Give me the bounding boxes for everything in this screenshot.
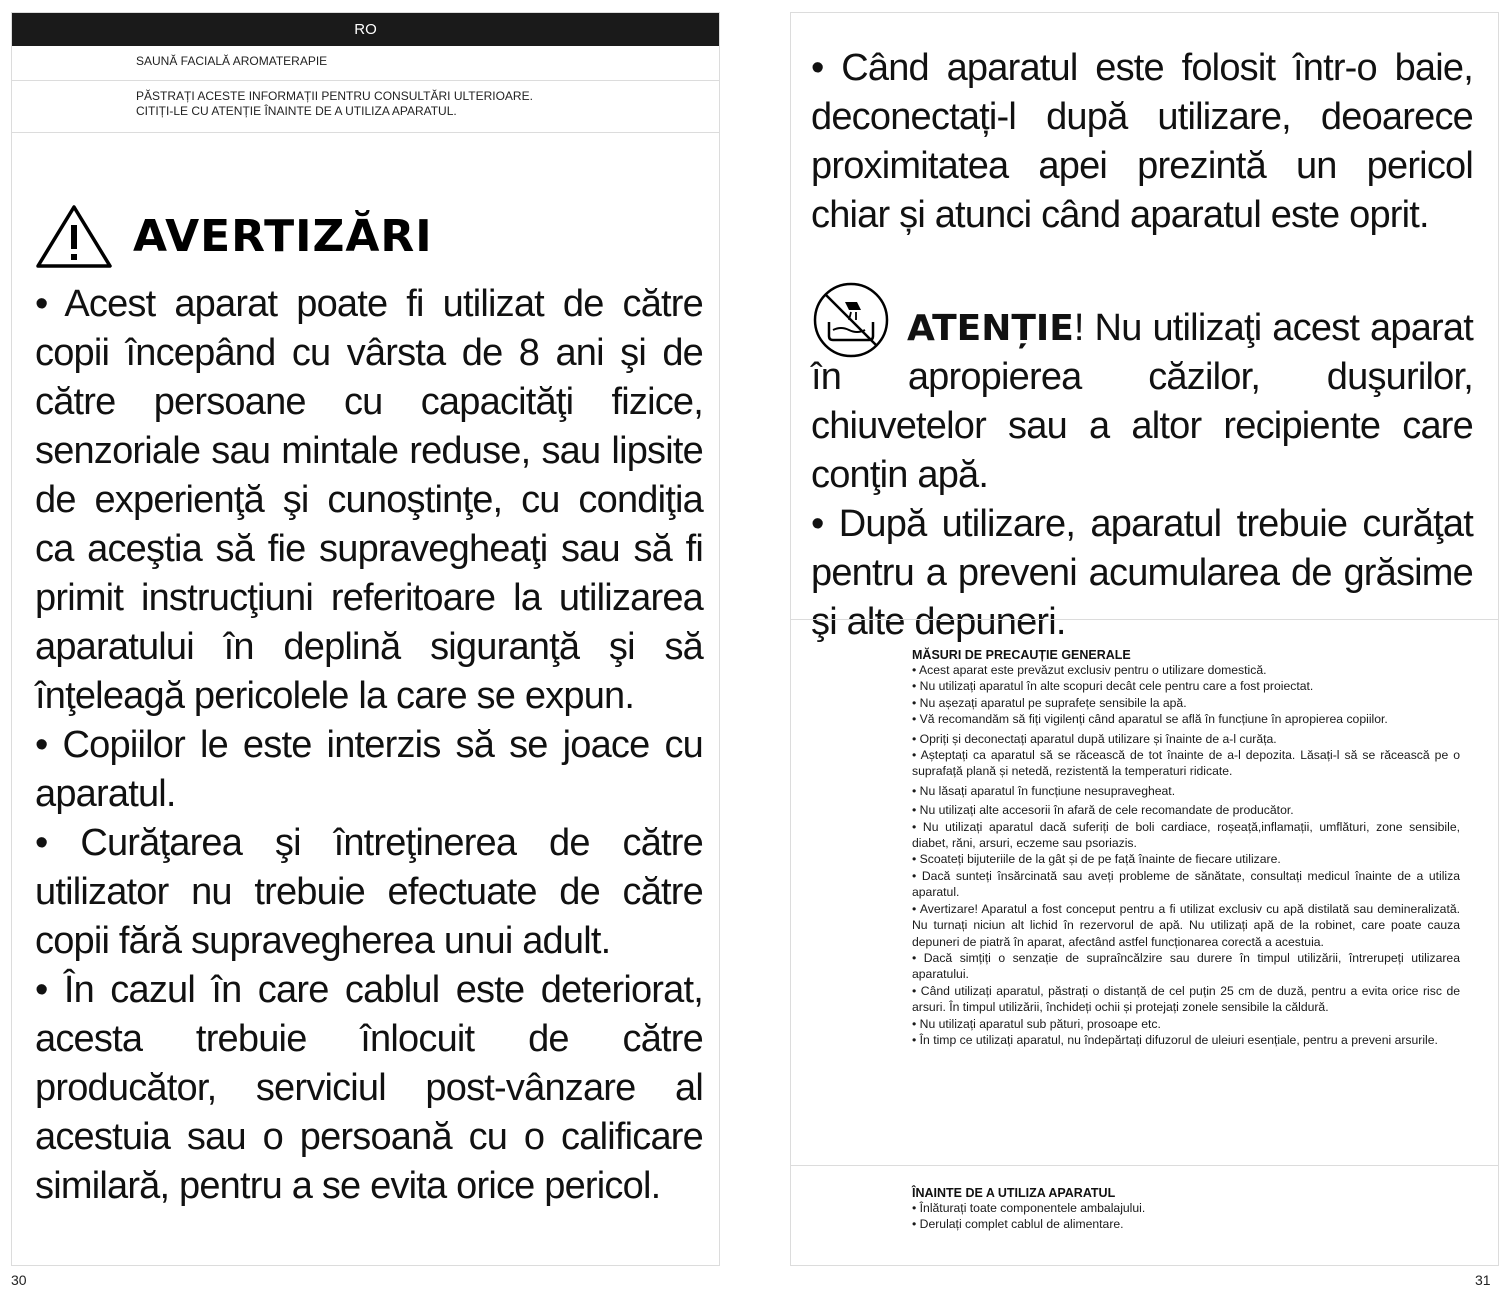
precaution-item: • Nu utilizați aparatul în alte scopuri decât cele pentru care a fost proiectat. [912, 679, 1314, 694]
precaution-item: • Avertizare! Aparatul a fost conceput pentru a fi utilizat exclusiv cu apă distilată sau demineralizată. Nu turnați niciun alt lichid în rezervorul de apă. Nu utilizați apă de la robinet, care poate cauza depuneri de piatră în aparat, afectând astfel funcționarea corectă a acestuia. [912, 901, 1460, 949]
warning-title: AVERTIZĂRI [133, 210, 433, 262]
product-name: SAUNĂ FACIALĂ AROMATERAPIE [136, 54, 328, 68]
precaution-item: • Acest aparat este prevăzut exclusiv pentru o utilizare domestică. [912, 663, 1267, 677]
before-use-title: ÎNAINTE DE A UTILIZA APARATUL [912, 1186, 1116, 1200]
caution-label: ATENȚIE [907, 308, 1074, 349]
caution-paragraph [811, 304, 1473, 500]
language-bar: RO [12, 13, 719, 46]
before-use-item: • Înlăturați toate componentele ambalajului. [912, 1201, 1146, 1215]
general-precautions-title: MĂSURI DE PRECAUȚIE GENERALE [912, 648, 1131, 662]
bath-warning-paragraph: • Când aparatul este folosit într-o baie, deconectați-l după utilizare, deoarece proximitatea apei prezintă un pericol chiar și atunci când aparatul este oprit. [811, 47, 1473, 236]
after-use-paragraph: • După utilizare, aparatul trebuie curăţat pentru a preveni acumularea de grăsime şi alte depuneri. [811, 503, 1473, 643]
keep-info-line-1: PĂSTRAȚI ACESTE INFORMAȚII PENTRU CONSULTĂRI ULTERIOARE. [136, 89, 533, 103]
keep-info-row [12, 81, 719, 133]
precaution-item: • În timp ce utilizați aparatul, nu îndepărtați difuzorul de uleiuri esențiale, pentru a preveni arsurile. [912, 1032, 1438, 1047]
general-precautions-section [791, 619, 1498, 1169]
warnings-body [35, 280, 703, 1211]
keep-info-line-2: CITIȚI-LE CU ATENȚIE ÎNAINTE DE A UTILIZA APARATUL. [136, 104, 457, 118]
precaution-item: • Nu utilizați aparatul dacă suferiți de boli cardiace, roșeață,inflamații, umflături, zone sensibile, diabet, răni, arsuri, eczeme sau psoriazis. [912, 819, 1460, 851]
page-number-left: 30 [11, 1272, 27, 1288]
caution-text: ! Nu utilizaţi acest aparat în apropierea căzilor, duşurilor, chiuvetelor sau a altor recipiente care conţin apă. [811, 307, 1473, 496]
product-name-row [12, 46, 719, 81]
precaution-item: • Nu utilizați alte accesorii în afară de cele recomandate de producător. [912, 803, 1294, 818]
precaution-item: • Nu așezați aparatul pe suprafețe sensibile la apă. [912, 695, 1187, 710]
precaution-item: • Când utilizați aparatul, păstrați o distanță de cel puțin 25 cm de duză, pentru a evita orice risc de arsuri. În timpul utilizării, închideți ochii și protejați zonele sensibile la căldură. [912, 983, 1460, 1015]
precaution-item: • Opriți și deconectați aparatul după utilizare și înainte de a-l curăța. [912, 731, 1277, 746]
no-water-icon [811, 280, 891, 360]
precaution-item: • Așteptați ca aparatul să se răcească de tot înainte de a-l depozita. Lăsați-l să se răcească pe o suprafață plană și netedă, rezistentă la temperaturi ridicate. [912, 748, 1460, 779]
caution-block [811, 278, 1473, 647]
precaution-item: • Nu lăsați aparatul în funcțiune nesupravegheat. [912, 783, 1176, 798]
bath-warning [811, 44, 1473, 240]
precaution-item: • Dacă simțiți o senzație de supraîncălzire sau durere în timpul utilizării, întrerupeți utilizarea aparatului. [912, 950, 1460, 982]
warning-paragraph: • În cazul în care cablul este deteriorat, acesta trebuie înlocuit de către producător, serviciul post-vânzare al acestuia sau o persoană cu o calificare similară, pentru a se evita orice pericol. [35, 969, 703, 1207]
before-use-section [791, 1165, 1498, 1265]
precaution-item: • Dacă sunteți însărcinată sau aveți probleme de sănătate, consultați medicul înainte de a utiliza aparatul. [912, 868, 1460, 900]
warning-heading [35, 203, 433, 269]
precaution-item: • Vă recomandăm să fiți vigilenți când aparatul se află în funcțiune în apropierea copiilor. [912, 712, 1388, 727]
page-number-right: 31 [1475, 1272, 1491, 1288]
warning-paragraph: • Curăţarea şi întreţinerea de către utilizator nu trebuie efectuate de către copii fără supravegherea unui adult. [35, 822, 703, 962]
before-use-item: • Derulați complet cablul de alimentare. [912, 1217, 1124, 1232]
left-page [11, 12, 720, 1266]
right-page [790, 12, 1499, 1266]
warning-paragraph: • Copiilor le este interzis să se joace cu aparatul. [35, 724, 703, 815]
precaution-item: • Scoateți bijuteriile de la gât și de pe față înainte de fiecare utilizare. [912, 852, 1281, 867]
precaution-item: • Nu utilizați aparatul sub pături, prosoape etc. [912, 1016, 1161, 1031]
warning-paragraph: • Acest aparat poate fi utilizat de către copii începând cu vârsta de 8 ani şi de către persoane cu capacităţi fizice, senzoriale sau mintale reduse, sau lipsite de experienţă şi cunoştinţe, cu condiţia ca aceştia să fie supravegheaţi sau să fi primit instrucţiuni referitoare la utilizarea aparatului în deplină siguranţă şi să înţeleagă pericolele la care se expun. [35, 283, 703, 717]
warning-triangle-icon [35, 203, 113, 269]
